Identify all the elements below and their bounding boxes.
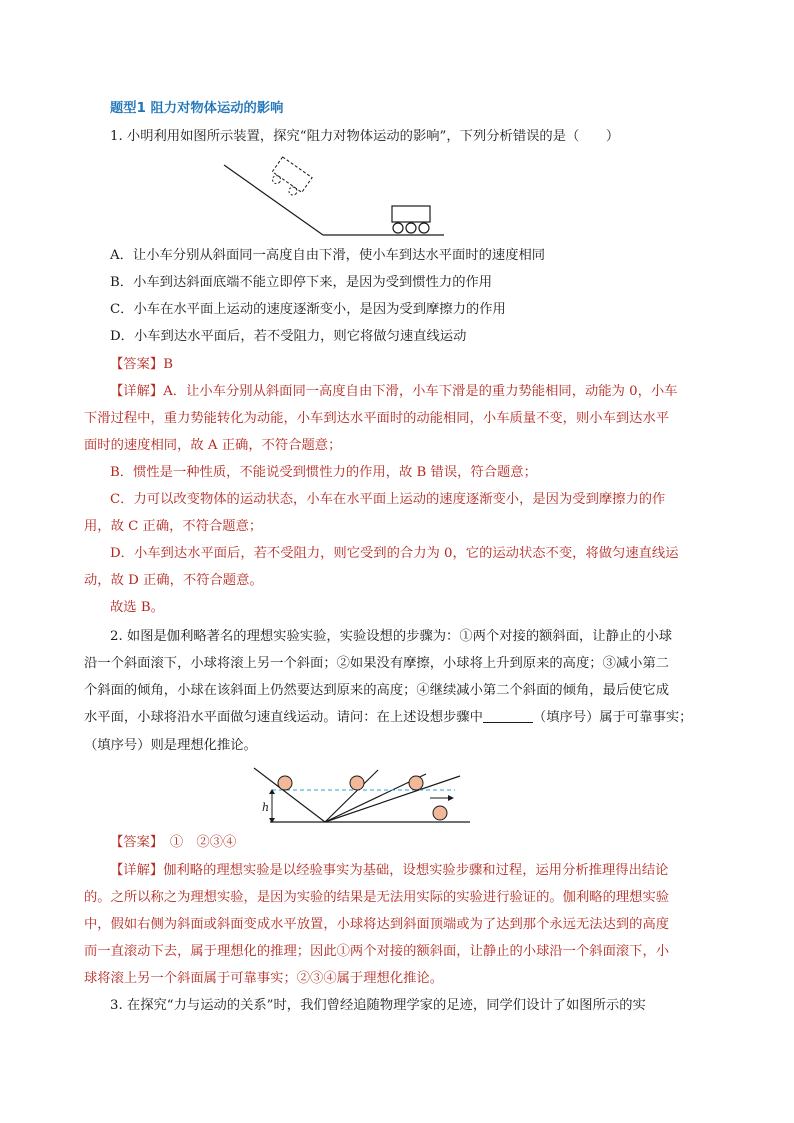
q2-stem-line-2: 沿一个斜面滚下，小球将滚上另一个斜面；②如果没有摩擦，小球将上升到原来的高度；③减小第二 — [84, 656, 670, 671]
q1-option-a: A．让小车分别从斜面同一高度自由下滑，使小车到达水平面时的速度相同 — [110, 248, 546, 263]
section-title: 题型1 阻力对物体运动的影响 — [110, 101, 284, 116]
q2-answer-value: ① ②③④ — [169, 835, 237, 850]
q2-detail-line-2: 的。之所以称之为理想实验，是因为实验的结果是无法用实际的实验进行验证的。伽利略的理想实验 — [84, 890, 670, 905]
q2-stem-line-1: 2. 如图是伽利略著名的理想实验实验，实验设想的步骤为：①两个对接的额斜面，让静止的小球 — [110, 629, 673, 644]
q1-detail-line-8: 动，故 D 正确，不符合题意。 — [84, 573, 263, 588]
answer-value: B — [163, 357, 173, 372]
answer-label: 【答案】 — [110, 357, 164, 372]
q1-figure-incline-cart — [218, 155, 448, 240]
q1-option-b: B．小车到达斜面底端不能立即停下来，是因为受到惯性力的作用 — [110, 275, 493, 290]
q1-detail-line-4: B．惯性是一种性质，不能说受到惯性力的作用，故 B 错误，符合题意； — [110, 465, 537, 480]
q2-detail-line-1: 【详解】伽利略的理想实验是以经验事实为基础，设想实验步骤和过程，运用分析推理得出结论 — [110, 863, 669, 878]
q2-stem-line-5: （填序号）则是理想化推论。 — [84, 738, 257, 753]
q2-answer: 【答案】 ① ②③④ — [110, 835, 237, 850]
height-label: h — [262, 801, 270, 814]
q1-stem: 1. 小明利用如图所示装置，探究“阻力对物体运动的影响”，下列分析错误的是（ ） — [110, 129, 620, 144]
q1-detail-line-5: C．力可以改变物体的运动状态，小车在水平面上运动的速度逐渐变小，是因为受到摩擦力的作 — [110, 492, 666, 507]
q1-option-d: D．小车到达水平面后，若不受阻力，则它将做匀速直线运动 — [110, 329, 467, 344]
detail-label: 【详解】 — [110, 384, 164, 399]
q2-figure-galileo-inclines — [250, 764, 475, 826]
q2-stem-line-4: 水平面，小球将沿水平面做匀速直线运动。请问：在上述设想步骤中 （填序号）属于可靠事实； — [84, 710, 693, 725]
q3-stem: 3. 在探究“力与运动的关系”时，我们曾经追随物理学家的足迹，同学们设计了如图所示的实 — [110, 998, 646, 1013]
q1-detail-line-7: D．小车到达水平面后，若不受阻力，则它受到的合力为 0，它的运动状态不变，将做匀速直线运 — [110, 546, 679, 561]
q2-stem-line-3: 个斜面的倾角，小球在该斜面上仍然要达到原来的高度；④继续减小第二个斜面的倾角，最后使它成 — [84, 683, 670, 698]
cart-on-flat — [392, 206, 430, 233]
q2-detail-line-4: 而一直滚动下去，属于理想化的推理；因此①两个对接的额斜面，让静止的小球沿一个斜面滚下，小 — [84, 944, 670, 959]
q1-conclusion: 故选 B。 — [110, 600, 164, 615]
q1-detail-line-2: 下滑过程中，重力势能转化为动能，小车到达水平面时的动能相同，小车质量不变，则小车到达水平 — [84, 411, 670, 426]
q1-answer — [110, 355, 173, 375]
q1-option-c: C．小车在水平面上运动的速度逐渐变小，是因为受到摩擦力的作用 — [110, 302, 506, 317]
q2-detail-line-5: 球将滚上另一个斜面属于可靠事实；②③④属于理想化推论。 — [84, 971, 444, 986]
q2-detail-line-3: 中，假如右侧为斜面或斜面变成水平放置，小球将达到斜面顶端或为了达到那个永远无法达到的高度 — [84, 917, 670, 932]
answer-blank-1[interactable] — [483, 708, 533, 723]
q1-detail-line-1: 【详解】A．让小车分别从斜面同一高度自由下滑，小车下滑是的重力势能相同，动能为 0，小车 — [110, 384, 678, 399]
dashed-cart-on-slope — [268, 157, 312, 199]
q1-detail-line-3: 面时的速度相同，故 A 正确，不符合题意； — [84, 438, 342, 453]
q1-detail-line-6: 用，故 C 正确，不符合题意； — [84, 519, 263, 534]
